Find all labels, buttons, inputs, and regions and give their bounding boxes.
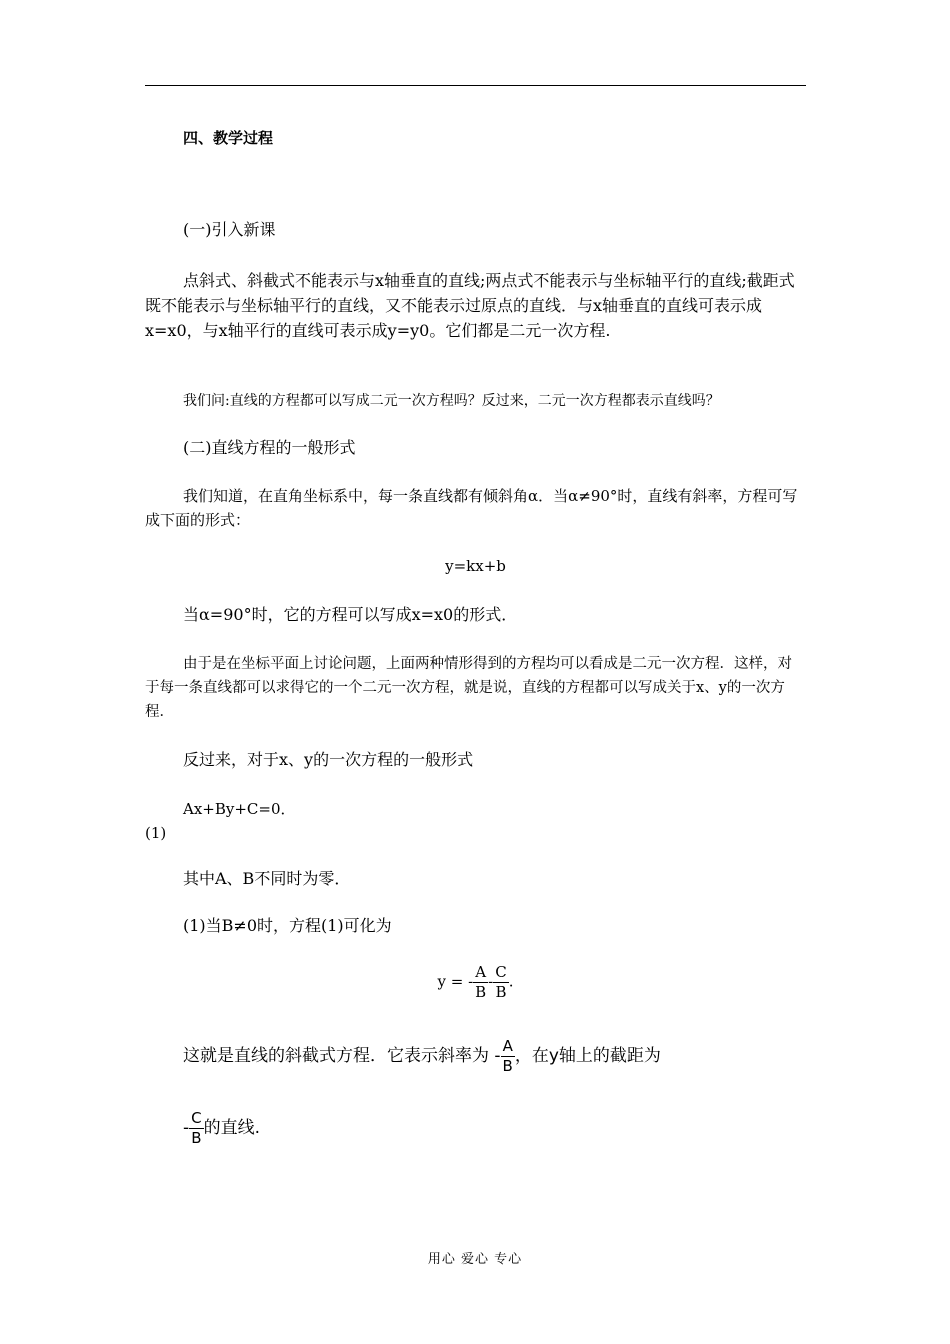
fraction-c-over-b: $\frac{C}{B}$: [495, 963, 507, 1001]
eq-lhs: y = -: [437, 972, 474, 991]
paragraph-question: 我们问:直线的方程都可以写成二元一次方程吗？反过来，二元一次方程都表示直线吗？: [183, 393, 720, 409]
equation-slope-intercept: y=kx+b: [445, 557, 506, 575]
eq-minus: -: [488, 972, 494, 991]
paragraph-condition: 其中A、B不同时为零．: [183, 869, 351, 888]
paragraph-slope: 我们知道，在直角坐标系中，每一条直线都有倾斜角α．当α≠90°时，直线有斜率，方程可写成下面的形式：: [145, 487, 798, 529]
equation-general-form: Ax+By+C=0．: [183, 800, 296, 818]
eq-period: .: [508, 972, 514, 991]
subsection-title-1: (一)引入新课: [183, 220, 276, 239]
paragraph-vertical: 当α=90°时，它的方程可以写成x=x0的形式．: [183, 605, 518, 624]
fraction-a-over-b-2: $\frac{A}{B}$: [502, 1036, 513, 1075]
fraction-a-over-b: $\frac{A}{B}$: [475, 963, 487, 1001]
paragraph-slope-meaning: 这就是直线的斜截式方程．它表示斜率为 - $\frac{A}{B}$ ，在y轴上的截距为: [183, 1036, 661, 1075]
header-rule: [145, 85, 806, 86]
section-heading: 四、教学过程: [183, 129, 274, 147]
equation-number: (1): [145, 824, 167, 842]
paragraph-intro: 点斜式、斜截式不能表示与x轴垂直的直线;两点式不能表示与坐标轴平行的直线;截距式既不能表示与坐标轴平行的直线，又不能表示过原点的直线．与x轴垂直的直线可表示成x=x0，与x轴平行的直线可表示成y=y0。它们都是二元一次方程.: [145, 271, 795, 340]
equation-rearranged: [145, 963, 806, 1002]
paragraph-converse: 反过来，对于x、y的一次方程的一般形式: [183, 750, 474, 769]
subsection-title-2: (二)直线方程的一般形式: [183, 438, 356, 457]
paragraph-general: 由于是在坐标平面上讨论问题，上面两种情形得到的方程均可以看成是二元一次方程．这样，对于每一条直线都可以求得它的一个二元一次方程，就是说，直线的方程都可以写成关于x、y的一次方程．: [145, 656, 792, 720]
page-footer: 用心 爱心 专心: [427, 1252, 523, 1267]
fraction-c-over-b-2: $\frac{C}{B}$: [191, 1108, 202, 1147]
paragraph-case-1: (1)当B≠0时，方程(1)可化为: [183, 916, 392, 935]
paragraph-intercept-meaning: - $\frac{C}{B}$ 的直线.: [183, 1108, 261, 1147]
